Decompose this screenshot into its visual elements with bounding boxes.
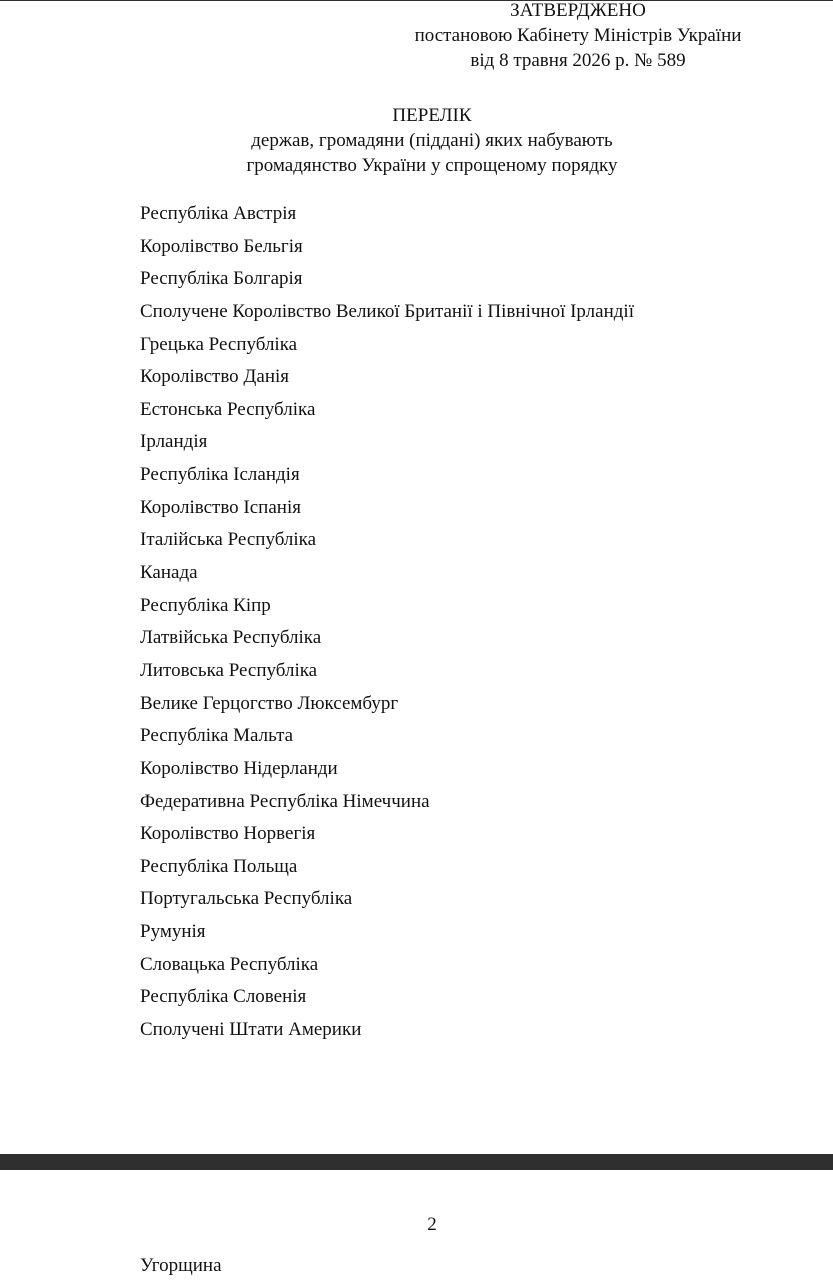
page-number: 2: [427, 1214, 437, 1235]
document-title: ПЕРЕЛІК: [392, 105, 472, 126]
list-item: Італійська Республіка: [140, 529, 317, 551]
country-list: [140, 199, 634, 1048]
list-item: Королівство Норвегія: [140, 823, 316, 845]
list-item: Республіка Словенія: [140, 986, 307, 1008]
list-item: Республіка Польща: [140, 855, 298, 877]
list-item: Королівство Нідерланди: [140, 757, 338, 779]
list-item: Республіка Ісландія: [140, 464, 300, 486]
list-item: Литовська Республіка: [140, 659, 318, 681]
list-item: Республіка Мальта: [140, 725, 294, 747]
list-item: Ірландія: [140, 431, 208, 453]
document-subtitle-line-1: держав, громадяни (піддані) яких набувають: [251, 130, 613, 151]
list-item: Велике Герцогство Люксембург: [140, 692, 399, 714]
list-item: Словацька Республіка: [140, 953, 319, 975]
list-item: Сполучені Штати Америки: [140, 1019, 362, 1041]
approval-authority: постановою Кабінету Міністрів України: [414, 25, 742, 46]
list-item: Королівство Данія: [140, 366, 290, 388]
list-item: Румунія: [140, 921, 206, 943]
approval-title: ЗАТВЕРДЖЕНО: [510, 0, 646, 21]
list-item: Королівство Бельгія: [140, 235, 303, 257]
list-item: Угорщина: [140, 1255, 222, 1276]
list-item: Федеративна Республіка Німеччина: [140, 790, 430, 812]
list-item: Республіка Болгарія: [140, 268, 303, 290]
list-item: Португальська Республіка: [140, 888, 353, 910]
list-item: Республіка Кіпр: [140, 594, 271, 616]
list-item: Канада: [140, 562, 198, 584]
document-subtitle-line-2: громадянство України у спрощеному порядку: [246, 155, 618, 176]
approval-date: від 8 травня 2026 р. № 589: [470, 50, 686, 71]
list-item: Грецька Республіка: [140, 333, 298, 355]
list-item: Республіка Австрія: [140, 203, 297, 224]
approval-stamp: [360, 0, 796, 73]
list-item: Латвійська Республіка: [140, 627, 322, 649]
list-item: Королівство Іспанія: [140, 496, 301, 518]
list-item: Сполучене Королівство Великої Британії і Північної Ірландії: [140, 300, 634, 322]
document-heading: [0, 103, 833, 178]
list-item: Естонська Республіка: [140, 398, 316, 420]
